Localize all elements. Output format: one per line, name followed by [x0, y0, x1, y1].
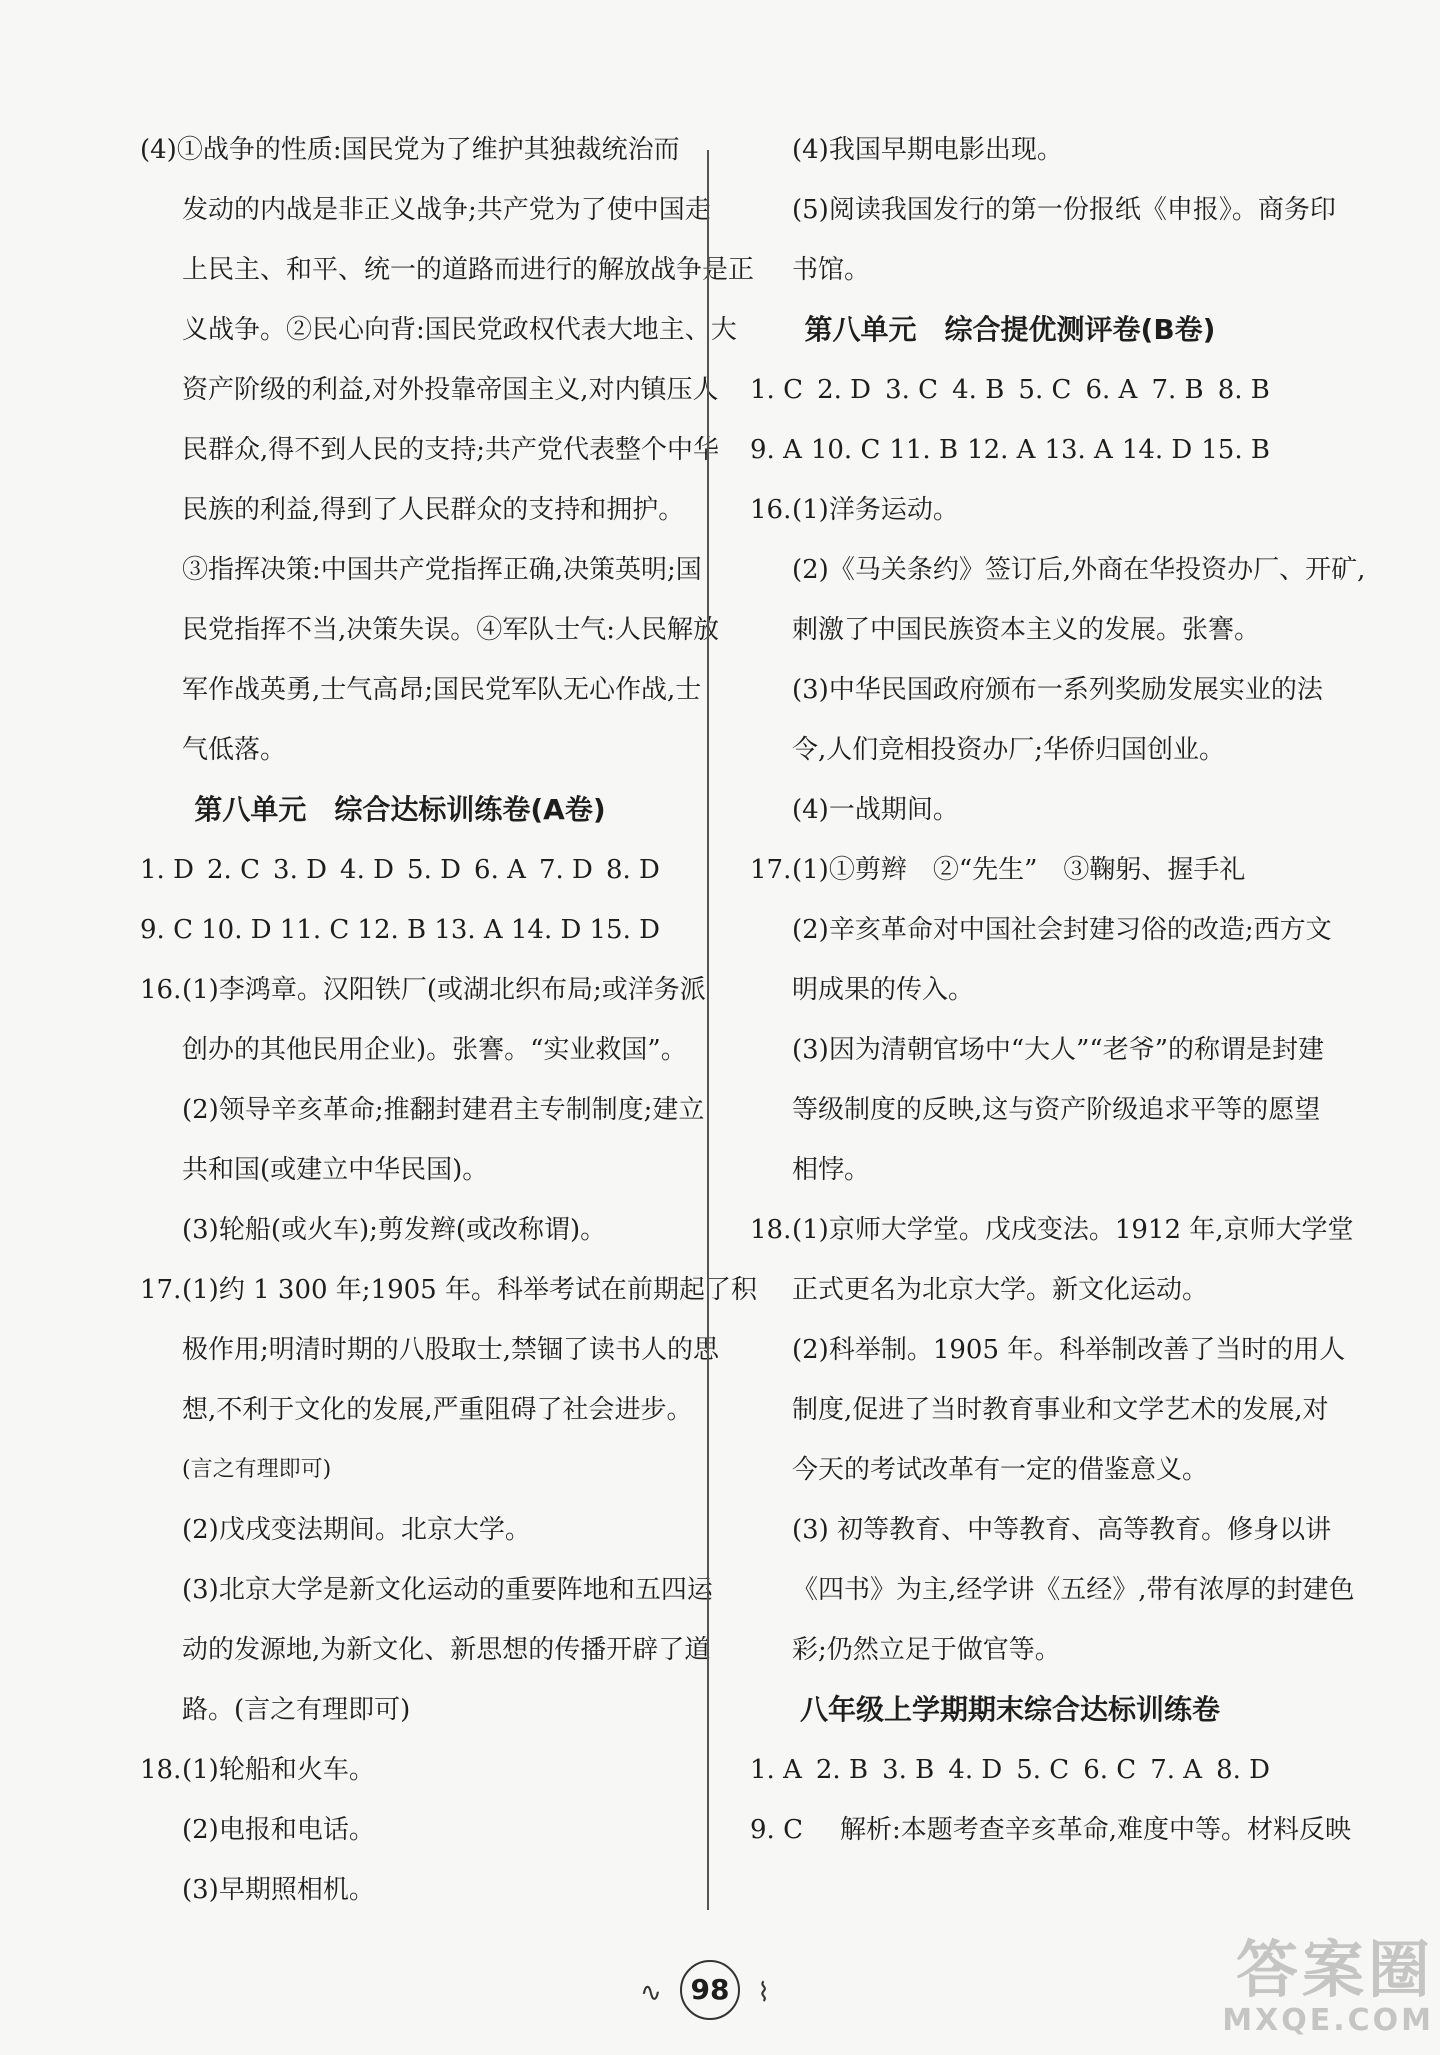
question-16 [140, 960, 706, 1020]
answer-item: 9. C [140, 915, 193, 945]
answer-item: 15. D [589, 915, 660, 945]
right-column [750, 120, 1366, 1860]
text-line: (言之有理即可) [182, 1457, 332, 1482]
page-number-badge [640, 1960, 770, 2020]
text-line: 令,人们竞相投资办厂;华侨归国创业。 [792, 735, 1226, 765]
answer-item: 11. C [279, 915, 350, 945]
answer-item: 14. D [510, 915, 582, 945]
text-line: 刺激了中国民族资本主义的发展。张謇。 [792, 615, 1261, 645]
text-line: 正式更名为北京大学。新文化运动。 [792, 1275, 1209, 1305]
question-16 [750, 480, 1270, 540]
answer-item: 2. D [817, 375, 871, 405]
text-line: 等级制度的反映,这与资产阶级追求平等的愿望 [792, 1095, 1321, 1125]
answer-item: 3. C [885, 375, 939, 405]
answer-item: 9. A [750, 435, 802, 465]
text-line: 制度,促进了当时教育事业和文学艺术的发展,对 [792, 1395, 1329, 1425]
answer-item: 5. C [1016, 1755, 1070, 1785]
text-line: 动的发源地,为新文化、新思想的传播开辟了道 [182, 1635, 711, 1665]
section-heading-b: 第八单元 综合提优测评卷(B卷) [804, 313, 1216, 346]
text-line: 民群众,得不到人民的支持;共产党代表整个中华 [182, 435, 720, 465]
answer-item: 3. D [273, 855, 327, 885]
question-18 [750, 1200, 1354, 1260]
section-heading-final: 八年级上学期期末综合达标训练卷 [799, 1693, 1220, 1726]
text-line: 气低落。 [182, 735, 287, 765]
answer-item: 10. D [201, 915, 272, 945]
page-number: 98 [680, 1960, 740, 2020]
answer-item: 7. D [538, 855, 593, 885]
answer-item: 13. A [434, 915, 503, 945]
text-line: (1)①剪辫 ②“先生” ③鞠躬、握手礼 [792, 855, 1246, 885]
left-column [140, 120, 757, 1920]
text-line: (3)北京大学是新文化运动的重要阵地和五四运 [182, 1575, 713, 1605]
column-divider [707, 150, 709, 1910]
text-line: (3)中华民国政府颁布一系列奖励发展实业的法 [792, 675, 1323, 705]
text-line: 资产阶级的利益,对外投靠帝国主义,对内镇压人 [182, 375, 719, 405]
question-number: 18. [750, 1215, 792, 1245]
text-line: 发动的内战是非正义战争;共产党为了使中国走 [182, 195, 711, 225]
text-line: (1)轮船和火车。 [182, 1755, 375, 1785]
answer-item: 2. B [815, 1755, 869, 1785]
text-line: 创办的其他民用企业)。张謇。“实业救国”。 [182, 1035, 687, 1065]
text-line: (3) 初等教育、中等教育、高等教育。修身以讲 [792, 1515, 1332, 1545]
text-line: (2)戊戌变法期间。北京大学。 [182, 1515, 531, 1545]
answer-item: 15. B [1201, 435, 1270, 465]
text-line: 书馆。 [792, 255, 871, 285]
ornament-left-icon: ∿ [640, 1978, 662, 2008]
text-line: (3)因为清朝官场中“大人”“老爷”的称谓是封建 [792, 1035, 1324, 1065]
text-line: 民党指挥不当,决策失误。④军队士气:人民解放 [182, 615, 720, 645]
text-line: 军作战英勇,士气高昂;国民党军队无心作战,士 [182, 675, 702, 705]
answer-item: 5. C [1018, 375, 1072, 405]
text-line: ③指挥决策:中国共产党指挥正确,决策英明;国 [182, 555, 702, 585]
text-line: 明成果的传入。 [792, 975, 975, 1005]
text-line: 彩;仍然立足于做官等。 [792, 1635, 1061, 1665]
question-number: 16. [140, 975, 182, 1005]
answer-item: 6. A [1085, 375, 1138, 405]
text-line: 解析:本题考查辛亥革命,难度中等。材料反映 [840, 1815, 1352, 1845]
text-line: (2)《马关条约》签订后,外商在华投资办厂、开矿, [792, 555, 1366, 585]
ornament-right-icon: ⌇ [757, 1978, 770, 2008]
text-line: (3)早期照相机。 [182, 1875, 375, 1905]
text-line: (1)京师大学堂。戊戌变法。1912 年,京师大学堂 [792, 1215, 1354, 1245]
answer-item: 14. D [1121, 435, 1193, 465]
answer-item: 5. D [407, 855, 461, 885]
question-number: 9. C [750, 1815, 803, 1845]
answer-row-a2 [140, 900, 660, 960]
answer-item: 3. B [882, 1755, 935, 1785]
text-line: (5)阅读我国发行的第一份报纸《申报》。商务印 [792, 195, 1336, 225]
text-line: 想,不利于文化的发展,严重阻碍了社会进步。 [182, 1395, 693, 1425]
text-line: 上民主、和平、统一的道路而进行的解放战争是正 [182, 255, 755, 285]
question-17 [140, 1260, 757, 1320]
question-18 [140, 1740, 660, 1800]
answer-item: 8. D [1216, 1755, 1270, 1785]
text-line: 《四书》为主,经学讲《五经》,带有浓厚的封建色 [792, 1575, 1355, 1605]
answer-row-final [750, 1740, 1270, 1800]
answer-item: 6. A [474, 855, 526, 885]
section-heading-a: 第八单元 综合达标训练卷(A卷) [194, 793, 606, 826]
text-line: (1)约 1 300 年;1905 年。科举考试在前期起了积 [182, 1275, 757, 1305]
question-9 [750, 1800, 1352, 1860]
answer-item: 6. C [1083, 1755, 1137, 1785]
answer-item: 7. B [1151, 375, 1204, 405]
watermark-logo: 答案圈 [1235, 1933, 1434, 2006]
answer-item: 8. B [1217, 375, 1270, 405]
answer-item: 12. A [967, 435, 1036, 465]
answer-item: 1. D [140, 855, 194, 885]
text-line: 相悖。 [792, 1155, 871, 1185]
watermark [1104, 1933, 1434, 2047]
answer-row-b2 [750, 420, 1270, 480]
answer-item: 10. C [810, 435, 881, 465]
answer-row-b1 [750, 360, 1270, 420]
text-line: 极作用;明清时期的八股取士,禁锢了读书人的思 [182, 1335, 720, 1365]
text-line: 义战争。②民心向背:国民党政权代表大地主、大 [182, 315, 737, 345]
text-line: (1)洋务运动。 [792, 495, 959, 525]
answer-item: 1. C [750, 375, 803, 405]
text-line: 民族的利益,得到了人民群众的支持和拥护。 [182, 495, 685, 525]
question-17 [750, 840, 1270, 900]
question-number: 16. [750, 495, 792, 525]
question-number: 17. [140, 1275, 182, 1305]
answer-item: 1. A [750, 1755, 802, 1785]
text-line: 共和国(或建立中华民国)。 [182, 1155, 489, 1185]
answer-item: 11. B [889, 435, 959, 465]
question-number: 18. [140, 1755, 182, 1785]
text-line: (2)电报和电话。 [182, 1815, 375, 1845]
answer-row-a1 [140, 840, 660, 900]
answer-item: 13. A [1044, 435, 1113, 465]
text-line: (4)一战期间。 [792, 795, 959, 825]
text-line: (3)轮船(或火车);剪发辫(或改称谓)。 [182, 1215, 607, 1245]
text-line: (4)我国早期电影出现。 [792, 135, 1063, 165]
answer-item: 7. A [1150, 1755, 1203, 1785]
answer-item: 4. D [948, 1755, 1003, 1785]
answer-item: 4. D [340, 855, 394, 885]
answer-item: 4. B [952, 375, 1005, 405]
question-number: 17. [750, 855, 792, 885]
watermark-url: MXQE.COM [1222, 2003, 1434, 2038]
text-line: 今天的考试改革有一定的借鉴意义。 [792, 1455, 1209, 1485]
text-line: (1)李鸿章。汉阳铁厂(或湖北织布局;或洋务派 [182, 975, 706, 1005]
answer-item: 8. D [605, 855, 660, 885]
text-line: (2)科举制。1905 年。科举制改善了当时的用人 [792, 1335, 1346, 1365]
answer-item: 12. B [357, 915, 427, 945]
answer-item: 2. C [207, 855, 260, 885]
text-line: 路。(言之有理即可) [182, 1695, 411, 1725]
text-line: (4)①战争的性质:国民党为了维护其独裁统治而 [140, 135, 680, 165]
text-line: (2)领导辛亥革命;推翻封建君主专制制度;建立 [182, 1095, 705, 1125]
text-line: (2)辛亥革命对中国社会封建习俗的改造;西方文 [792, 915, 1332, 945]
